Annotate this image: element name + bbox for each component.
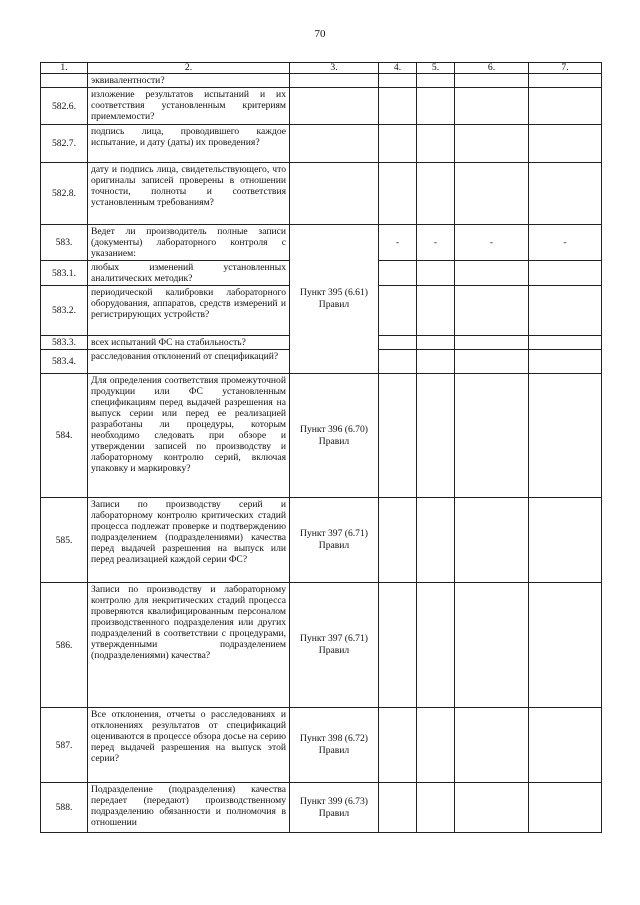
row-col6 — [455, 88, 529, 125]
row-col4 — [379, 350, 417, 374]
row-col7 — [529, 286, 602, 336]
row-description: периодической калибровки лабораторного оборудования, аппаратов, средств измерений и регистрирующих устройств? — [88, 286, 290, 336]
row-col5 — [417, 163, 455, 225]
row-reference — [290, 125, 379, 163]
row-reference — [290, 74, 379, 88]
row-reference: Пункт 399 (6.73) Правил — [290, 783, 379, 833]
row-reference — [290, 163, 379, 225]
row-col6 — [455, 125, 529, 163]
row-col7 — [529, 163, 602, 225]
row-reference: Пункт 397 (6.71) Правил — [290, 498, 379, 583]
row-col7 — [529, 261, 602, 286]
table-row — [41, 163, 602, 225]
row-col4 — [379, 708, 417, 783]
table-row — [41, 783, 602, 833]
row-col6 — [455, 374, 529, 498]
row-description: подпись лица, проводившего каждое испытание, и дату (даты) их проведения? — [88, 125, 290, 163]
row-col4 — [379, 163, 417, 225]
header-cell-2: 2. — [88, 63, 290, 74]
row-col5 — [417, 261, 455, 286]
row-col6 — [455, 350, 529, 374]
header-row — [41, 63, 602, 74]
row-col6 — [455, 583, 529, 708]
row-number: 587. — [41, 708, 88, 783]
row-description: всех испытаний ФС на стабильность? — [88, 336, 290, 350]
page-number: 70 — [314, 28, 326, 40]
row-col6 — [455, 336, 529, 350]
table-row — [41, 708, 602, 783]
row-description: дату и подпись лица, свидетельствующего, что оригиналы записей проверены в отношении точности, полноты и соответствия установленным требованиям? — [88, 163, 290, 225]
row-col5 — [417, 498, 455, 583]
row-col7 — [529, 125, 602, 163]
table-row — [41, 88, 602, 125]
table-row — [41, 225, 602, 261]
row-col4 — [379, 374, 417, 498]
row-col5 — [417, 74, 455, 88]
row-col7 — [529, 583, 602, 708]
row-col7 — [529, 350, 602, 374]
row-number — [41, 74, 88, 88]
row-col6 — [455, 708, 529, 783]
row-col5 — [417, 708, 455, 783]
row-number: 582.8. — [41, 163, 88, 225]
row-description: изложение результатов испытаний и их соответствия установленным критериям приемлемости? — [88, 88, 290, 125]
row-number: 583.3. — [41, 336, 88, 350]
row-description: Для определения соответствия промежуточной продукции или ФС установленным спецификациям перед выдачей разрешения на выпуск серии или перед ее реализацией разработаны ли процедуры, которым необходимо следовать при обзоре и утверждении записей по производству и лабораторному контролю серий, включая упаковку и маркировку? — [88, 374, 290, 498]
row-col7 — [529, 74, 602, 88]
row-number: 582.7. — [41, 125, 88, 163]
row-col6: - — [455, 225, 529, 261]
row-number: 584. — [41, 374, 88, 498]
row-number: 588. — [41, 783, 88, 833]
table-row — [41, 74, 602, 88]
row-col6 — [455, 783, 529, 833]
row-col5 — [417, 125, 455, 163]
row-col7 — [529, 498, 602, 583]
row-col4 — [379, 261, 417, 286]
row-reference — [290, 88, 379, 125]
row-col5 — [417, 783, 455, 833]
header-cell-7: 7. — [529, 63, 602, 74]
row-description: Записи по производству серий и лабораторному контролю критических стадий процесса подлежат проверке и подтверждению подразделением (подразделениями) качества перед выдачей разрешения на выпуск или перед реализацией каждой серии ФС? — [88, 498, 290, 583]
row-description: Все отклонения, отчеты о расследованиях и отклонениях результатов от спецификаций оцениваются в процессе обзора досье на серию перед выдачей разрешения на выпуск этой серии? — [88, 708, 290, 783]
table-row — [41, 498, 602, 583]
row-col6 — [455, 498, 529, 583]
row-col4 — [379, 286, 417, 336]
row-col6 — [455, 286, 529, 336]
row-col4 — [379, 74, 417, 88]
header-cell-6: 6. — [455, 63, 529, 74]
row-description: эквивалентности? — [88, 74, 290, 88]
row-description: любых изменений установленных аналитических методик? — [88, 261, 290, 286]
row-col5 — [417, 336, 455, 350]
row-number: 585. — [41, 498, 88, 583]
row-col4 — [379, 783, 417, 833]
row-col7: - — [529, 225, 602, 261]
row-col4 — [379, 498, 417, 583]
row-col4 — [379, 125, 417, 163]
row-col7 — [529, 708, 602, 783]
row-col5 — [417, 583, 455, 708]
row-description: Ведет ли производитель полные записи (документы) лабораторного контроля с указанием: — [88, 225, 290, 261]
row-col5 — [417, 350, 455, 374]
row-number: 583. — [41, 225, 88, 261]
row-description: Подразделение (подразделения) качества передает (передают) производственному подразделению обязанности и полномочия в отношении — [88, 783, 290, 833]
header-cell-3: 3. — [290, 63, 379, 74]
row-number: 586. — [41, 583, 88, 708]
row-number: 583.2. — [41, 286, 88, 336]
row-col7 — [529, 88, 602, 125]
table-row — [41, 583, 602, 708]
row-reference: Пункт 397 (6.71) Правил — [290, 583, 379, 708]
row-reference: Пункт 396 (6.70) Правил — [290, 374, 379, 498]
header-cell-1: 1. — [41, 63, 88, 74]
table-row — [41, 125, 602, 163]
row-number: 583.1. — [41, 261, 88, 286]
row-col7 — [529, 374, 602, 498]
row-col4 — [379, 336, 417, 350]
row-number: 583.4. — [41, 350, 88, 374]
table-row — [41, 374, 602, 498]
row-col6 — [455, 163, 529, 225]
row-col6 — [455, 74, 529, 88]
header-cell-5: 5. — [417, 63, 455, 74]
row-col7 — [529, 783, 602, 833]
header-cell-4: 4. — [379, 63, 417, 74]
row-col5 — [417, 374, 455, 498]
row-reference-merged: Пункт 395 (6.61) Правил — [290, 225, 379, 374]
row-col4 — [379, 88, 417, 125]
row-col4: - — [379, 225, 417, 261]
row-reference: Пункт 398 (6.72) Правил — [290, 708, 379, 783]
row-col6 — [455, 261, 529, 286]
row-col4 — [379, 583, 417, 708]
row-col5 — [417, 88, 455, 125]
row-description: расследования отклонений от спецификаций? — [88, 350, 290, 374]
checklist-table — [40, 62, 602, 833]
row-description: Записи по производству и лабораторному контролю для некритических стадий процесса проверяются квалифицированным персоналом производственного подразделения или других подразделений в соответствии с процедурами, утвержденными подразделением (подразделениями) качества? — [88, 583, 290, 708]
row-col5 — [417, 286, 455, 336]
row-number: 582.6. — [41, 88, 88, 125]
row-col7 — [529, 336, 602, 350]
row-col5: - — [417, 225, 455, 261]
